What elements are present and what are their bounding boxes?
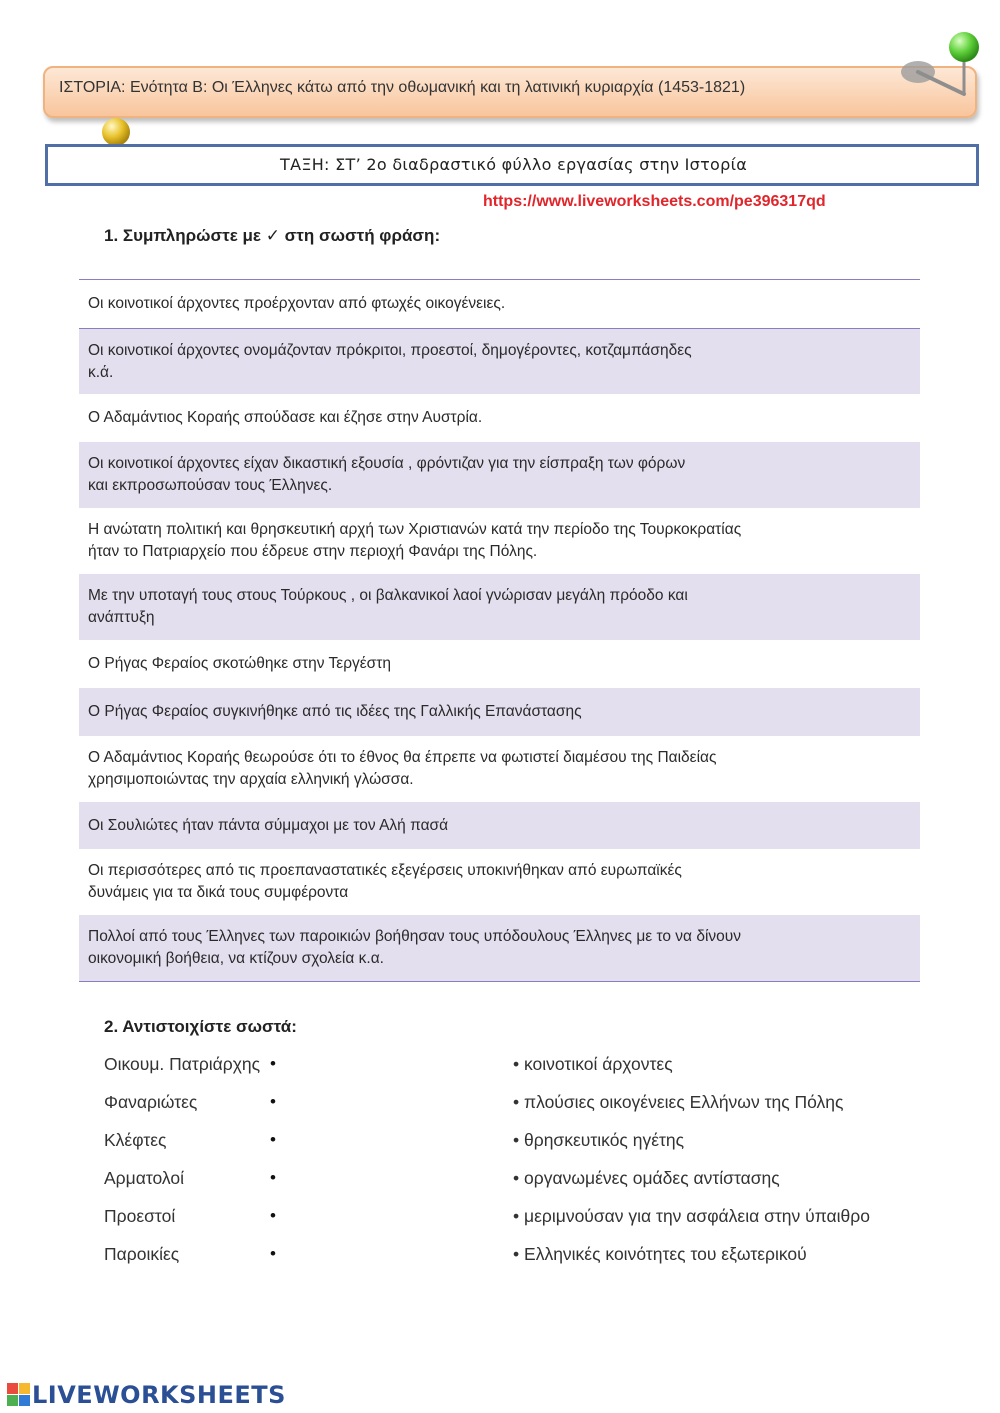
match-right-dot[interactable]: • xyxy=(513,1168,520,1188)
worksheet-url[interactable]: https://www.liveworksheets.com/pe396317qd xyxy=(483,193,826,210)
statement-text: και εκπροσωπούσαν τους Έλληνες. xyxy=(88,477,333,494)
abc-blocks-icon xyxy=(6,1382,32,1408)
logo-text: LIVEWORKSHEETS xyxy=(32,1381,286,1409)
class-header-box xyxy=(45,144,979,186)
match-right-item[interactable]: • πλούσιες οικογένειες Ελλήνων της Πόλης xyxy=(513,1092,844,1112)
statement-row[interactable] xyxy=(79,802,920,849)
statement-row[interactable] xyxy=(79,442,920,508)
match-left-dot[interactable]: • xyxy=(270,1168,276,1187)
statement-text: κ.ά. xyxy=(88,363,114,381)
statement-text: Η ανώτατη πολιτική και θρησκευτική αρχή των Χριστιανών κατά την περίοδο της Τουρκοκρατίας xyxy=(88,521,742,538)
statement-row[interactable] xyxy=(79,328,920,394)
statement-row[interactable] xyxy=(79,640,920,688)
liveworksheets-logo[interactable] xyxy=(6,1381,286,1409)
match-right-dot[interactable]: • xyxy=(513,1054,520,1074)
statement-row[interactable] xyxy=(79,508,920,574)
match-left-item: Οικουμ. Πατριάρχης xyxy=(104,1054,261,1074)
match-right-dot[interactable]: • xyxy=(513,1092,520,1112)
match-left-item: Παροικίες xyxy=(104,1244,180,1264)
statement-text: ήταν το Πατριαρχείο που έδρευε στην περιοχή Φανάρι της Πόλης. xyxy=(88,543,538,560)
match-left-dot[interactable]: • xyxy=(270,1092,276,1111)
statement-text: Ο Αδαμάντιος Κοραής σπούδασε και έζησε στην Αυστρία. xyxy=(88,409,483,426)
match-right-item[interactable]: • θρησκευτικός ηγέτης xyxy=(513,1130,685,1150)
match-left-item: Αρματολοί xyxy=(104,1168,184,1188)
match-left-dot[interactable]: • xyxy=(270,1130,276,1149)
match-left-dot[interactable]: • xyxy=(270,1206,276,1225)
statement-text: οικονομική βοήθεια, να κτίζουν σχολεία κ.α. xyxy=(88,950,384,967)
match-right-item[interactable]: • οργανωμένες ομάδες αντίστασης xyxy=(513,1168,780,1188)
statement-row[interactable] xyxy=(79,915,920,981)
statement-row[interactable] xyxy=(79,688,920,736)
statements-table xyxy=(79,279,920,982)
pushpin-green-icon xyxy=(898,30,984,100)
statement-text: Οι κοινοτικοί άρχοντες ονομάζονταν πρόκριτοι, προεστοί, δημογέροντες, κοτζαμπάσηδες xyxy=(88,341,692,359)
match-left-dot[interactable]: • xyxy=(270,1244,276,1263)
statement-text: Οι Σουλιώτες ήταν πάντα σύμμαχοι με τον Αλή πασά xyxy=(88,816,449,834)
statement-text: δυνάμεις για τα δικά τους συμφέροντα xyxy=(88,884,349,901)
statement-text: ανάπτυξη xyxy=(88,609,155,626)
statement-text: χρησιμοποιώντας την αρχαία ελληνική γλώσσα. xyxy=(88,771,414,788)
statement-text: Οι κοινοτικοί άρχοντες είχαν δικαστική εξουσία , φρόντιζαν για την είσπραξη των φόρων xyxy=(88,455,686,472)
statement-text: Με την υποταγή τους στους Τούρκους , οι βαλκανικοί λαοί γνώρισαν μεγάλη πρόοδο και xyxy=(88,587,688,604)
statement-text: Οι περισσότερες από τις προεπαναστατικές εξεγέρσεις υποκινήθηκαν από ευρωπαϊκές xyxy=(88,862,682,879)
statement-row[interactable] xyxy=(79,736,920,802)
statement-text: Ο Ρήγας Φεραίος συγκινήθηκε από τις ιδέες της Γαλλικής Επανάστασης xyxy=(88,703,582,720)
match-right-item[interactable]: • Ελληνικές κοινότητες του εξωτερικού xyxy=(513,1244,807,1264)
match-right-dot[interactable]: • xyxy=(513,1244,520,1264)
statement-row[interactable] xyxy=(79,280,920,328)
match-right-dot[interactable]: • xyxy=(513,1130,520,1150)
section1-title: 1. Συμπληρώστε με ✓ στη σωστή φράση: xyxy=(104,226,441,245)
section2-title: 2. Αντιστοιχίστε σωστά: xyxy=(104,1017,297,1036)
statement-text: Ο Ρήγας Φεραίος σκοτώθηκε στην Τεργέστη xyxy=(88,655,391,672)
title-banner xyxy=(43,66,977,118)
statement-text: Πολλοί από τους Έλληνες των παροικιών βοήθησαν τους υπόδουλους Έλληνες με το να δίνουν xyxy=(88,928,741,945)
statement-text: Οι κοινοτικοί άρχοντες προέρχονταν από φτωχές οικογένειες. xyxy=(88,295,506,312)
match-right-dot[interactable]: • xyxy=(513,1206,520,1226)
statement-row[interactable] xyxy=(79,849,920,915)
match-left-item: Κλέφτες xyxy=(104,1130,167,1150)
statement-row[interactable] xyxy=(79,394,920,442)
worksheet-title: ΙΣΤΟΡΙΑ: Ενότητα Β: Οι Έλληνες κάτω από την οθωμανική και τη λατινική κυριαρχία (1453-1821) xyxy=(59,79,746,96)
match-right-item[interactable]: • κοινοτικοί άρχοντες xyxy=(513,1054,673,1074)
match-right-item[interactable]: • μεριμνούσαν για την ασφάλεια στην ύπαιθρο xyxy=(513,1206,870,1226)
statement-row[interactable] xyxy=(79,574,920,640)
statement-text: Ο Αδαμάντιος Κοραής θεωρούσε ότι το έθνος θα έπρεπε να φωτιστεί διαμέσου της Παιδείας xyxy=(88,749,717,766)
match-left-item: Προεστοί xyxy=(104,1206,176,1226)
class-label: ΤΑΞΗ: ΣΤ’ 2ο διαδραστικό φύλλο εργασίας στην Ιστορία xyxy=(280,155,748,174)
match-left-dot[interactable]: • xyxy=(270,1054,276,1073)
match-left-item: Φαναριώτες xyxy=(104,1092,198,1112)
